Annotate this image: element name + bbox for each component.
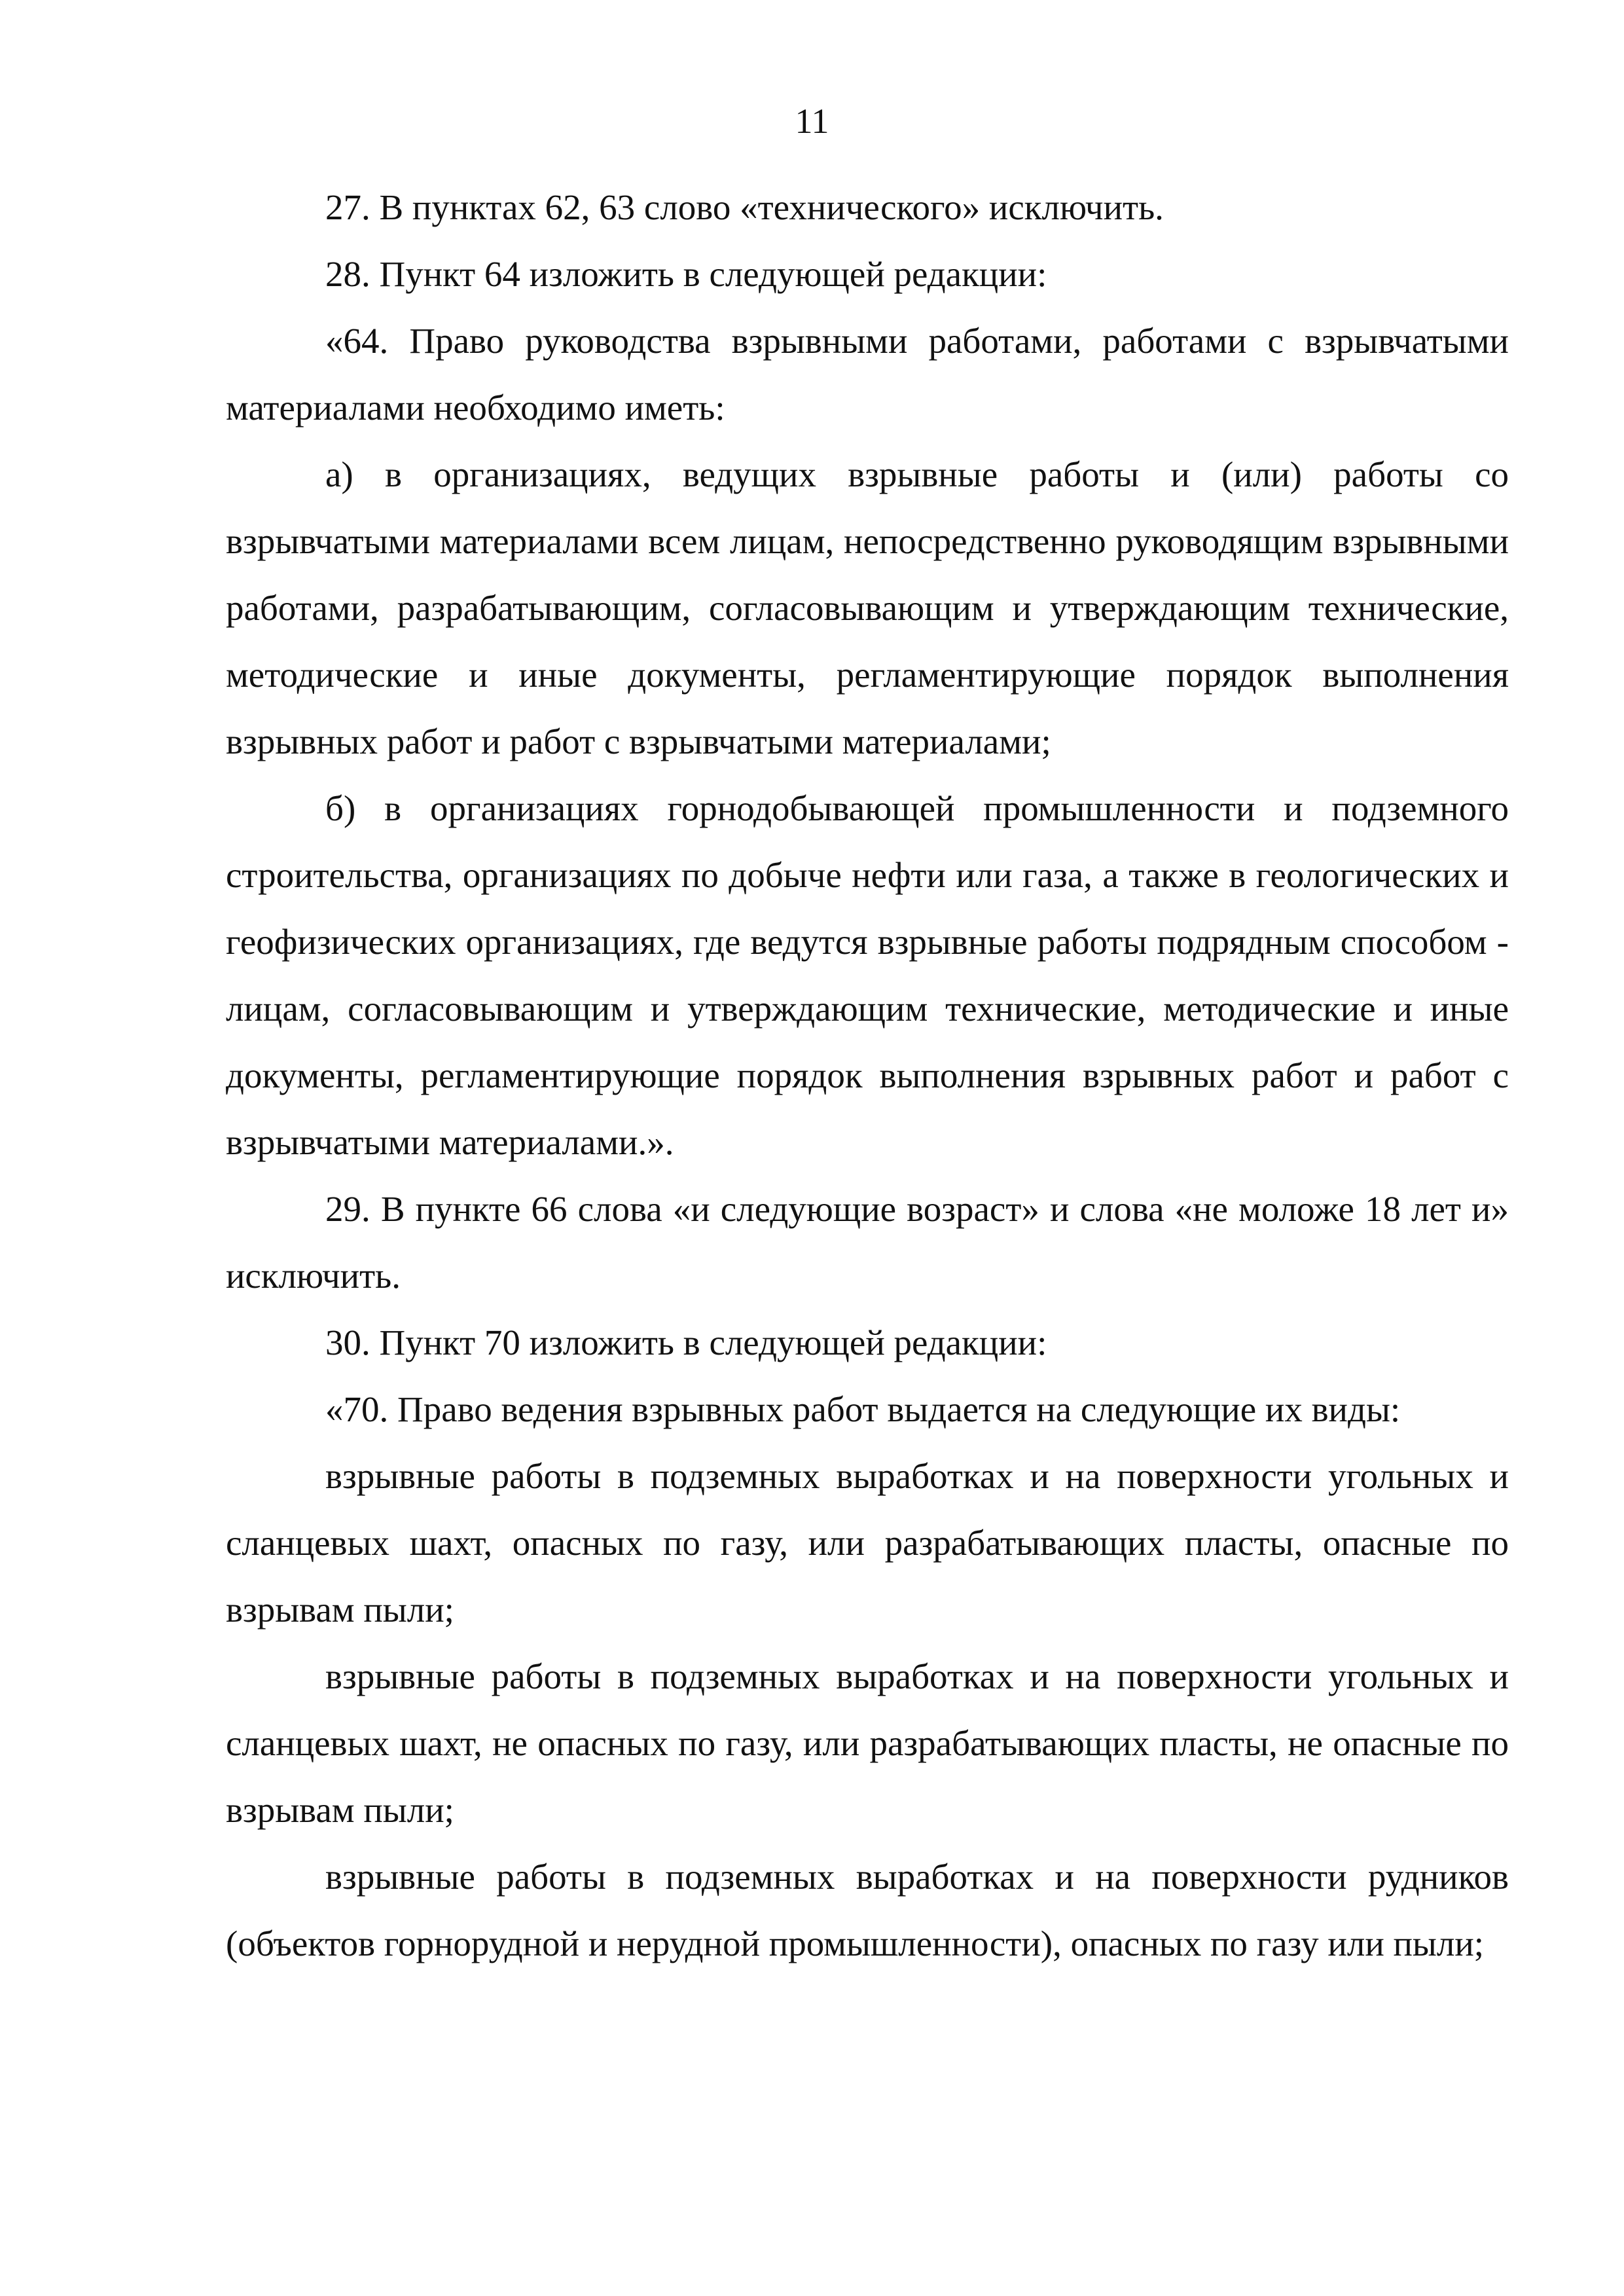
paragraph-point-70: «70. Право ведения взрывных работ выдается на следующие их виды: xyxy=(325,1389,1401,1429)
paragraph-item-30: 30. Пункт 70 изложить в следующей редакции: xyxy=(325,1322,1047,1362)
paragraph-item-28: 28. Пункт 64 изложить в следующей редакции: xyxy=(325,254,1047,294)
document-body xyxy=(226,174,1509,1977)
paragraph-blasting-type-3: взрывные работы в подземных выработках и на поверхности рудников (объектов горнорудной и нерудной промышленности), опасных по газу или пыли; xyxy=(226,1857,1509,1963)
paragraph-item-27: 27. В пунктах 62, 63 слово «технического» исключить. xyxy=(325,187,1164,227)
page-number: 11 xyxy=(795,101,829,141)
paragraph-point-64: «64. Право руководства взрывными работами, работами с взрывчатыми материалами необходимо иметь: xyxy=(226,321,1509,428)
paragraph-subpoint-b: б) в организациях горнодобывающей промышленности и подземного строительства, организациях по добыче нефти или газа, а также в геологических и геофизических организациях, где ведутся взрывные работы подрядным способом - лицам, согласовывающим и утверждающим технические, методические и иные документы, регламентирующие порядок выполнения взрывных работ и работ с взрывчатыми материалами.». xyxy=(226,788,1509,1162)
paragraph-blasting-type-1: взрывные работы в подземных выработках и на поверхности угольных и сланцевых шахт, опасных по газу, или разрабатывающих пласты, опасные по взрывам пыли; xyxy=(226,1456,1509,1630)
paragraph-subpoint-a: а) в организациях, ведущих взрывные работы и (или) работы со взрывчатыми материалами всем лицам, непосредственно руководящим взрывными работами, разрабатывающим, согласовывающим и утверждающим технические, методические и иные документы, регламентирующие порядок выполнения взрывных работ и работ с взрывчатыми материалами; xyxy=(226,454,1509,761)
paragraph-item-29: 29. В пункте 66 слова «и следующие возраст» и слова «не моложе 18 лет и» исключить. xyxy=(226,1189,1509,1296)
paragraph-blasting-type-2: взрывные работы в подземных выработках и на поверхности угольных и сланцевых шахт, не опасных по газу, или разрабатывающих пласты, не опасные по взрывам пыли; xyxy=(226,1656,1509,1830)
